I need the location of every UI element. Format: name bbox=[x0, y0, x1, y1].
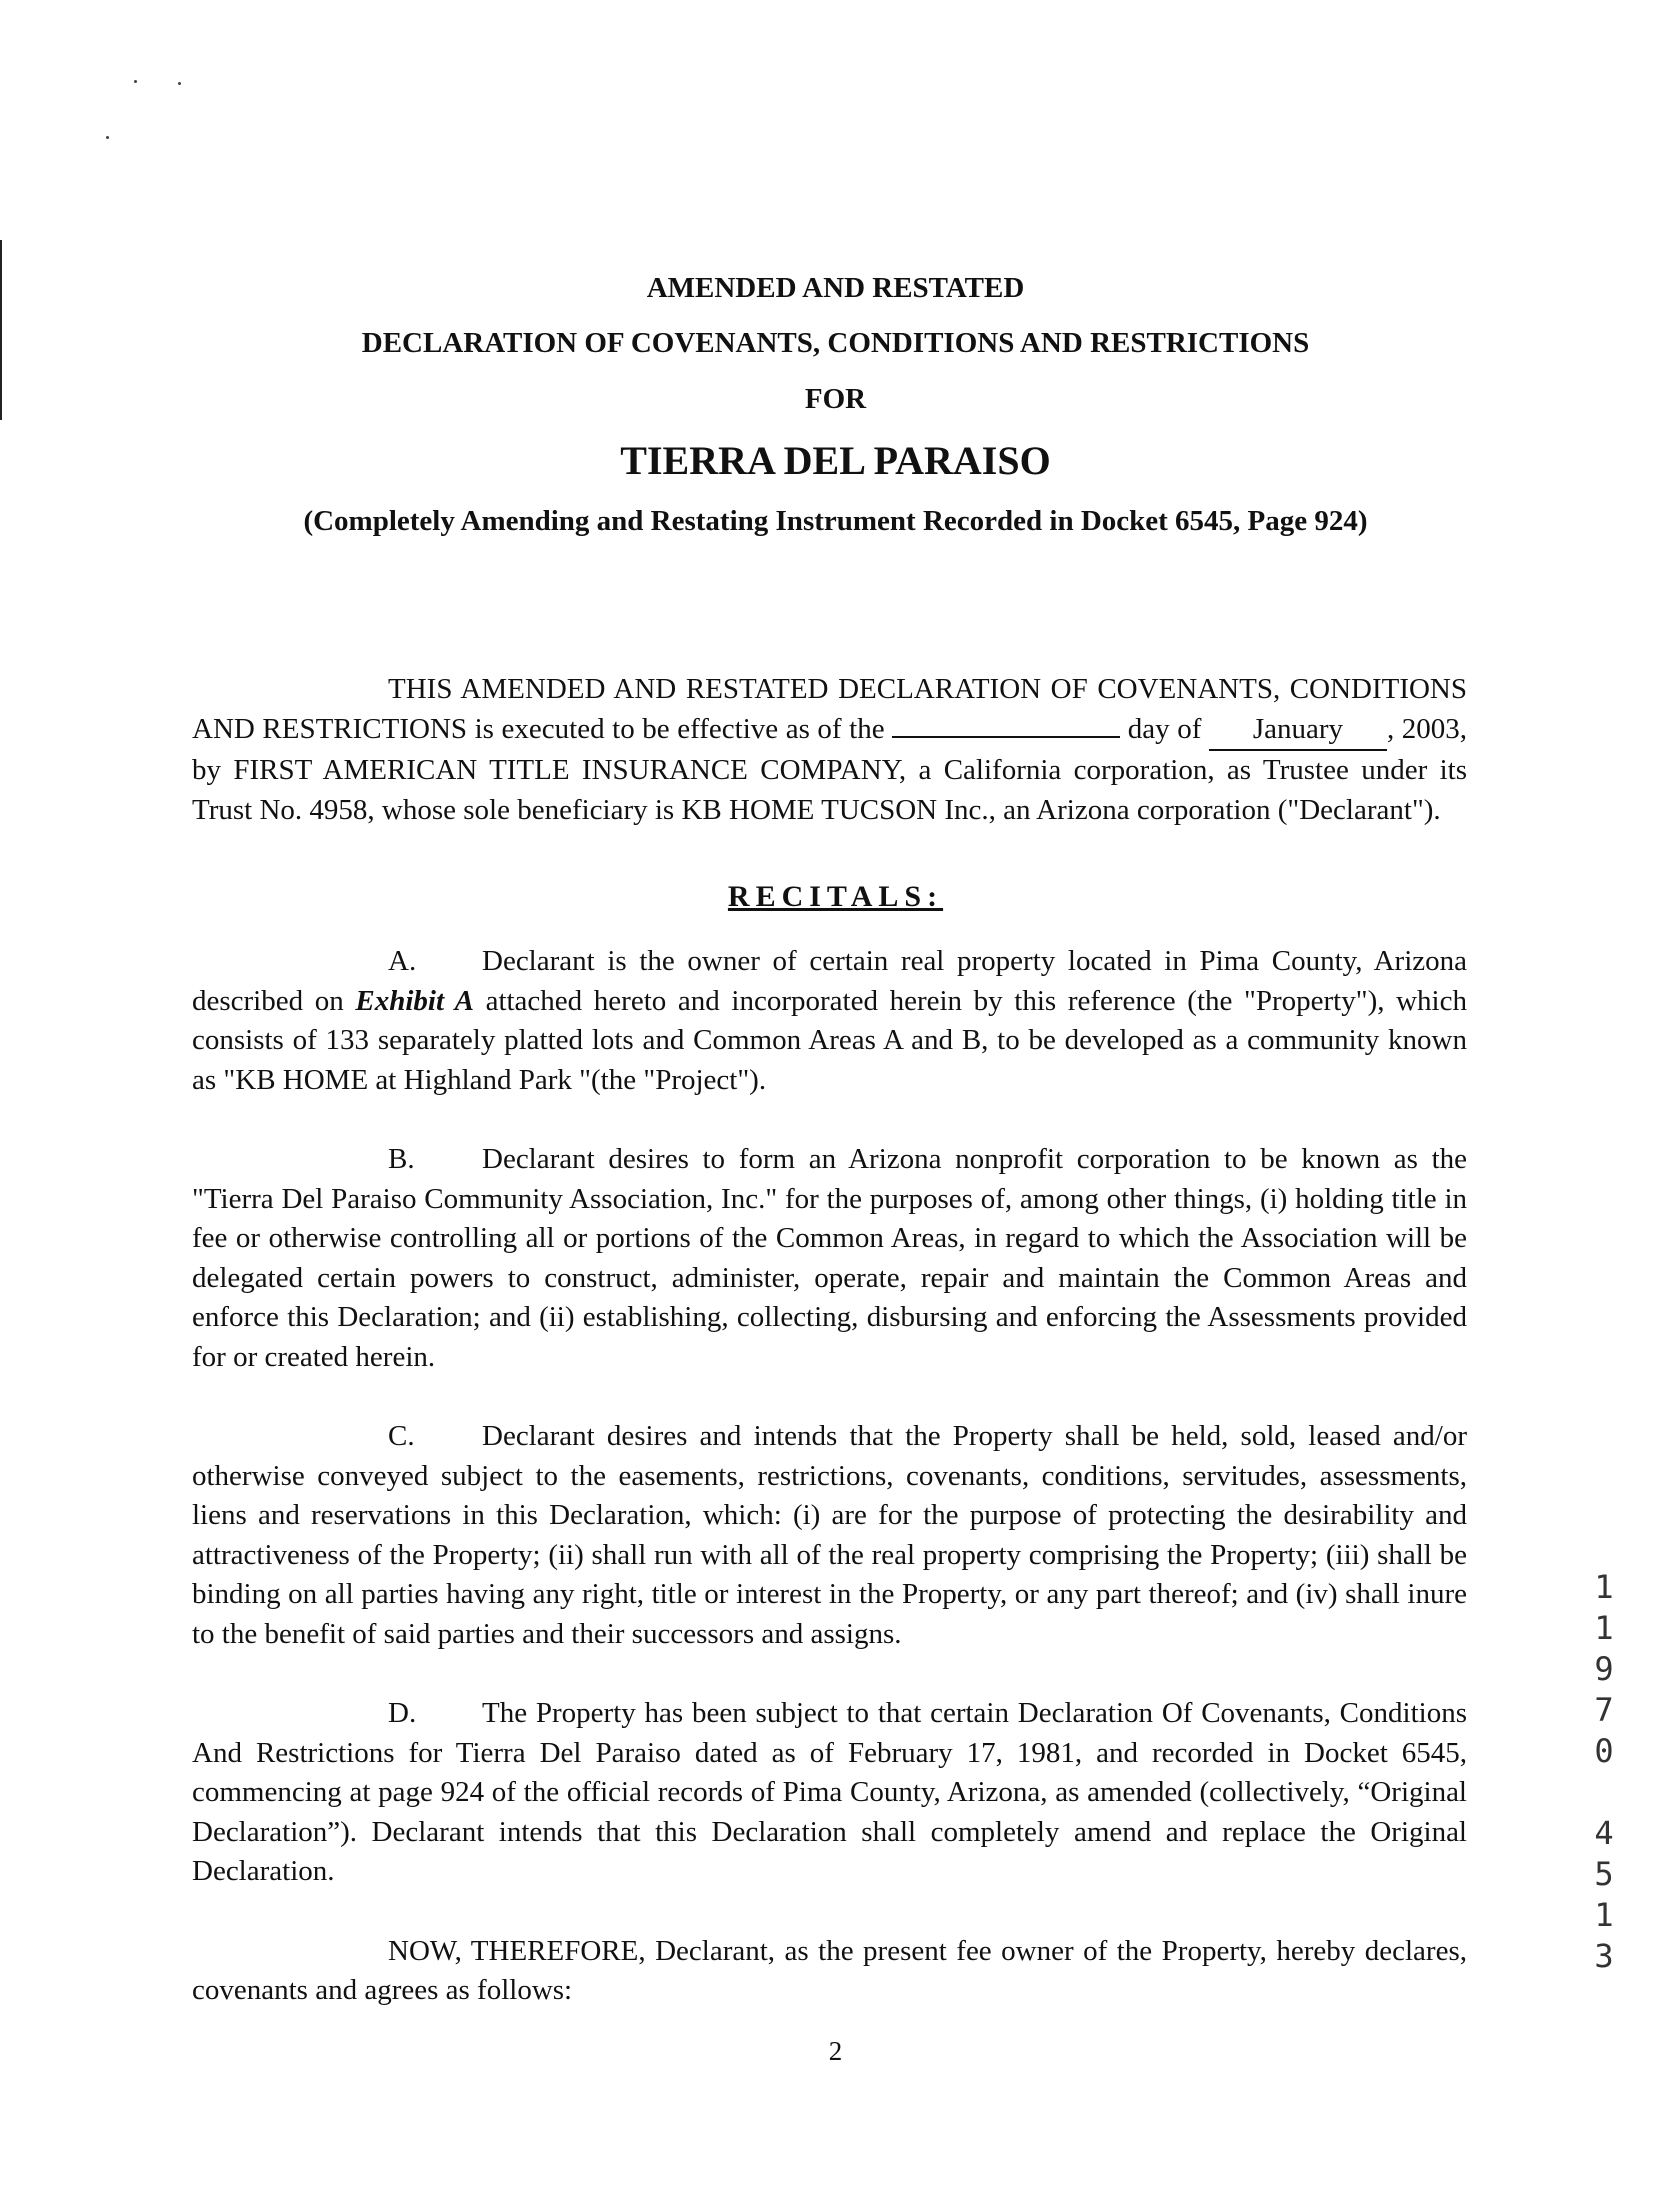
intro-text-2: day of bbox=[1120, 712, 1209, 745]
recital-a bbox=[192, 942, 1467, 1100]
scan-speck bbox=[134, 80, 137, 83]
stamp-digit: 0 bbox=[1594, 1732, 1614, 1770]
day-blank bbox=[892, 736, 1120, 738]
recital-c bbox=[192, 1417, 1467, 1654]
recital-c-text: Declarant desires and intends that the Property shall be held, sold, leased and/or otherwise conveyed subject to the easements, restrictions, covenants, conditions, servitudes, assessments, liens and reservations in this Declaration, which: (i) are for the purpose of protecting the desirability and attractiveness of the Property; (ii) shall run with all of the real property comprising the Property; (iii) shall be binding on all parties having any right, title or interest in the Property, or any part thereof; and (iv) shall inure to the benefit of said parties and their successors and assigns. bbox=[192, 1420, 1467, 1650]
stamp-digit: 7 bbox=[1594, 1691, 1614, 1729]
recital-d bbox=[192, 1694, 1467, 1892]
recital-d-marker: D. bbox=[388, 1697, 417, 1729]
stamp-digit: 1 bbox=[1594, 1568, 1614, 1606]
now-therefore-paragraph: NOW, THEREFORE, Declarant, as the present fee owner of the Property, hereby declares, covenants and agrees as follows: bbox=[192, 1934, 1467, 2006]
recital-d-text: The Property has been subject to that certain Declaration Of Covenants, Conditions And Restrictions for Tierra Del Paraiso dated as of February 17, 1981, and recorded in Docket 6545, commencing at page 924 of the official records of Pima County, Arizona, as amended (collectively, “Original Declaration”). Declarant intends that this Declaration shall completely amend and replace the Original Declaration. bbox=[192, 1697, 1467, 1887]
recital-c-marker: C. bbox=[388, 1420, 415, 1452]
subtitle: (Completely Amending and Restating Instrument Recorded in Docket 6545, Page 924) bbox=[303, 505, 1368, 537]
intro-text-3: , 2003, by FIRST AMERICAN TITLE INSURANCE COMPANY, a California corporation, as Trustee under its Trust No. 4958, whose sole beneficiary is KB HOME TUCSON Inc., an Arizona corporation ("Declarant"). bbox=[192, 712, 1468, 826]
month-value: January bbox=[1209, 710, 1387, 752]
title-line-3: FOR bbox=[804, 383, 867, 415]
exhibit-reference: Exhibit A bbox=[355, 984, 474, 1017]
scan-speck bbox=[178, 82, 181, 85]
recital-a-text-2: attached hereto and incorporated herein by this reference (the "Property"), which consists of 133 separately platted lots and Common Areas A and B, to be developed as a community known as "KB HOME at Highland Park "(the "Project"). bbox=[192, 984, 1467, 1096]
page-number: 2 bbox=[828, 2036, 843, 2066]
stamp-digit: 5 bbox=[1594, 1855, 1614, 1893]
stamp-digit: 9 bbox=[1594, 1650, 1614, 1688]
recital-a-text-1: Declarant is the owner of certain real property located in Pima County, Arizona described on bbox=[192, 945, 1467, 1017]
recitals-body bbox=[192, 942, 1467, 2011]
intro-text-1: THIS AMENDED AND RESTATED DECLARATION OF COVENANTS, CONDITIONS AND RESTRICTIONS is executed to be effective as of the bbox=[192, 673, 1467, 745]
recitals-heading: RECITALS: bbox=[727, 880, 944, 913]
margin-recording-stamp bbox=[1592, 1567, 1616, 1977]
recital-a-marker: A. bbox=[388, 945, 417, 977]
recital-b bbox=[192, 1140, 1467, 1377]
title-line-2: DECLARATION OF COVENANTS, CONDITIONS AND RESTRICTIONS bbox=[361, 327, 1310, 359]
community-title: TIERRA DEL PARAISO bbox=[620, 438, 1051, 483]
stamp-digit: 4 bbox=[1594, 1814, 1614, 1852]
recital-b-text: Declarant desires to form an Arizona nonprofit corporation to be known as the "Tierra Del Paraiso Community Association, Inc." for the purposes of, among other things, (i) holding title in fee or otherwise controlling all or portions of the Common Areas, in regard to which the Association will be delegated certain powers to construct, administer, operate, repair and maintain the Common Areas and enforce this Declaration; and (ii) establishing, collecting, disbursing and enforcing the Assessments provided for or created herein. bbox=[192, 1143, 1467, 1373]
recital-b-marker: B. bbox=[388, 1143, 415, 1175]
scan-speck bbox=[106, 136, 109, 139]
title-line-1: AMENDED AND RESTATED bbox=[646, 272, 1025, 304]
stamp-digit: 1 bbox=[1594, 1896, 1614, 1934]
stamp-digit: 1 bbox=[1594, 1609, 1614, 1647]
stamp-digit: 3 bbox=[1594, 1937, 1614, 1975]
intro-paragraph bbox=[192, 670, 1467, 830]
